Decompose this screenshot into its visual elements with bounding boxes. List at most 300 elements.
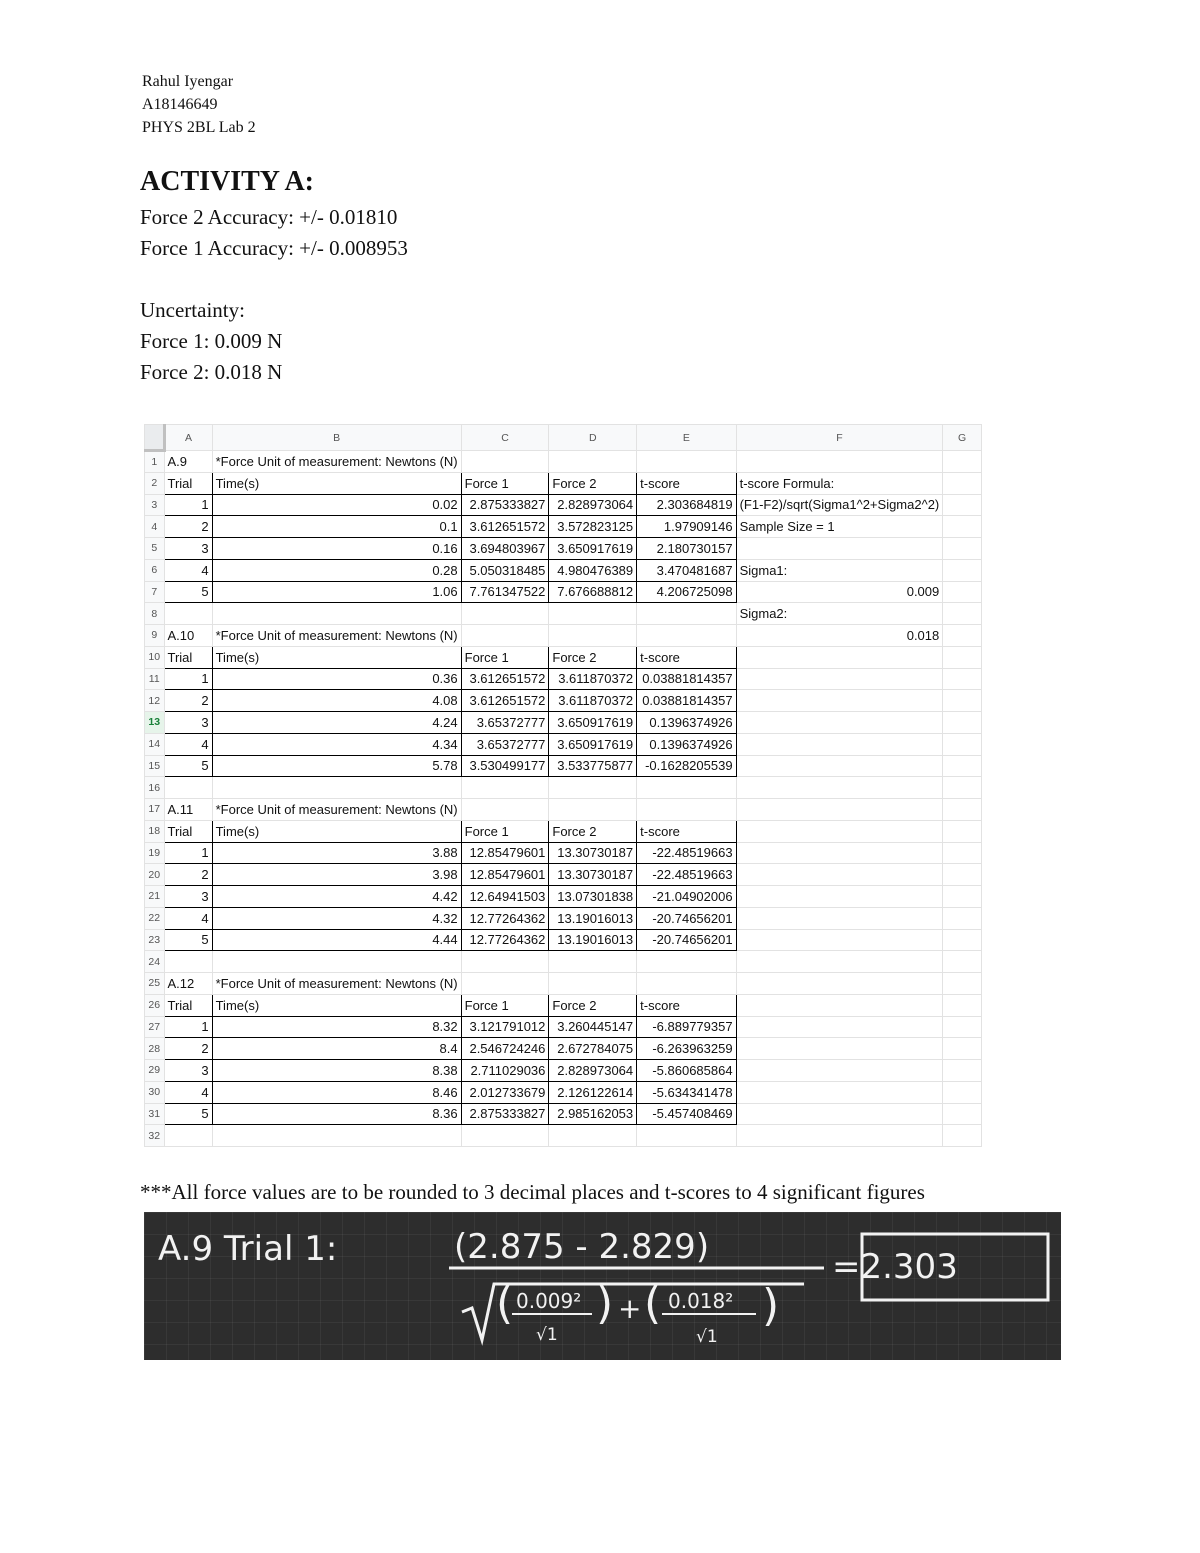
cell-f12[interactable] xyxy=(736,690,943,712)
cell-c18[interactable]: Force 1 xyxy=(461,820,549,842)
cell-g9[interactable] xyxy=(943,625,982,647)
cell-a27[interactable]: 1 xyxy=(164,1016,212,1038)
cell-f5[interactable] xyxy=(736,538,943,560)
calc-root2: √1 xyxy=(696,1327,718,1347)
cell-b4[interactable]: 0.1 xyxy=(212,516,461,538)
cell-e2[interactable]: t-score xyxy=(637,472,736,494)
cell-d30[interactable]: 2.126122614 xyxy=(549,1081,637,1103)
cell-b13[interactable]: 4.24 xyxy=(212,712,461,734)
student-id: A18146649 xyxy=(142,96,218,113)
cell-e29[interactable]: -5.860685864 xyxy=(637,1060,736,1082)
cell-d7[interactable]: 7.676688812 xyxy=(549,581,637,603)
cell-c25[interactable] xyxy=(461,973,549,995)
cell-e32[interactable] xyxy=(637,1125,736,1147)
cell-e27[interactable]: -6.889779357 xyxy=(637,1016,736,1038)
cell-f3[interactable]: (F1-F2)/sqrt(Sigma1^2+Sigma2^2) xyxy=(736,494,943,516)
column-header-c[interactable]: C xyxy=(461,425,549,451)
cell-e19[interactable]: -22.48519663 xyxy=(637,842,736,864)
table-row xyxy=(145,951,982,973)
cell-b21[interactable]: 4.42 xyxy=(212,886,461,908)
cell-g5[interactable] xyxy=(943,538,982,560)
cell-g1[interactable] xyxy=(943,451,982,473)
cell-b17[interactable]: *Force Unit of measurement: Newtons (N) xyxy=(212,799,461,821)
cell-g27[interactable] xyxy=(943,1016,982,1038)
cell-g17[interactable] xyxy=(943,799,982,821)
cell-a1[interactable]: A.9 xyxy=(164,451,212,473)
cell-a8[interactable] xyxy=(164,603,212,625)
row-header[interactable]: 29 xyxy=(145,1060,165,1082)
cell-g12[interactable] xyxy=(943,690,982,712)
cell-f19[interactable] xyxy=(736,842,943,864)
cell-c28[interactable]: 2.546724246 xyxy=(461,1038,549,1060)
cell-f22[interactable] xyxy=(736,907,943,929)
cell-c16[interactable] xyxy=(461,777,549,799)
uncertainty-label: Uncertainty: xyxy=(140,298,245,322)
cell-e1[interactable] xyxy=(637,451,736,473)
cell-a16[interactable] xyxy=(164,777,212,799)
cell-e3[interactable]: 2.303684819 xyxy=(637,494,736,516)
row-header[interactable]: 8 xyxy=(145,603,165,625)
cell-e8[interactable] xyxy=(637,603,736,625)
cell-f13[interactable] xyxy=(736,712,943,734)
cell-g24[interactable] xyxy=(943,951,982,973)
table-row xyxy=(145,712,982,734)
cell-a5[interactable]: 3 xyxy=(164,538,212,560)
table-row xyxy=(145,1038,982,1060)
cell-b19[interactable]: 3.88 xyxy=(212,842,461,864)
cell-f21[interactable] xyxy=(736,886,943,908)
cell-e12[interactable]: 0.03881814357 xyxy=(637,690,736,712)
calc-numerator: (2.875 - 2.829) xyxy=(454,1227,710,1267)
cell-b27[interactable]: 8.32 xyxy=(212,1016,461,1038)
cell-c19[interactable]: 12.85479601 xyxy=(461,842,549,864)
cell-e28[interactable]: -6.263963259 xyxy=(637,1038,736,1060)
cell-b1[interactable]: *Force Unit of measurement: Newtons (N) xyxy=(212,451,461,473)
cell-d19[interactable]: 13.30730187 xyxy=(549,842,637,864)
cell-e26[interactable]: t-score xyxy=(637,994,736,1016)
calc-result: =2.303 xyxy=(832,1247,958,1287)
cell-d32[interactable] xyxy=(549,1125,637,1147)
row-header[interactable]: 2 xyxy=(145,472,165,494)
cell-f1[interactable] xyxy=(736,451,943,473)
cell-f32[interactable] xyxy=(736,1125,943,1147)
cell-g16[interactable] xyxy=(943,777,982,799)
force1-uncertainty: Force 1: 0.009 N xyxy=(140,329,283,353)
plus-sign: + xyxy=(618,1292,642,1325)
cell-c22[interactable]: 12.77264362 xyxy=(461,907,549,929)
cell-f11[interactable] xyxy=(736,668,943,690)
cell-d11[interactable]: 3.611870372 xyxy=(549,668,637,690)
row-header[interactable]: 15 xyxy=(145,755,165,777)
cell-g13[interactable] xyxy=(943,712,982,734)
spreadsheet-grid xyxy=(144,424,982,1147)
cell-d1[interactable] xyxy=(549,451,637,473)
row-header[interactable]: 19 xyxy=(145,842,165,864)
row-header[interactable]: 26 xyxy=(145,994,165,1016)
cell-e6[interactable]: 3.470481687 xyxy=(637,559,736,581)
cell-d15[interactable]: 3.533775877 xyxy=(549,755,637,777)
cell-c30[interactable]: 2.012733679 xyxy=(461,1081,549,1103)
cell-f9[interactable]: 0.018 xyxy=(736,625,943,647)
row-header[interactable]: 23 xyxy=(145,929,165,951)
table-row xyxy=(145,907,982,929)
cell-a11[interactable]: 1 xyxy=(164,668,212,690)
cell-c7[interactable]: 7.761347522 xyxy=(461,581,549,603)
force2-accuracy: Force 2 Accuracy: +/- 0.01810 xyxy=(140,205,398,229)
paren-left-2: ( xyxy=(644,1278,662,1329)
cell-f29[interactable] xyxy=(736,1060,943,1082)
cell-d16[interactable] xyxy=(549,777,637,799)
cell-b11[interactable]: 0.36 xyxy=(212,668,461,690)
row-header[interactable]: 4 xyxy=(145,516,165,538)
cell-e15[interactable]: -0.1628205539 xyxy=(637,755,736,777)
cell-g10[interactable] xyxy=(943,646,982,668)
column-header-a[interactable]: A xyxy=(164,425,212,451)
table-row xyxy=(145,799,982,821)
cell-c21[interactable]: 12.64941503 xyxy=(461,886,549,908)
row-header[interactable]: 30 xyxy=(145,1081,165,1103)
table-row xyxy=(145,1103,982,1125)
cell-f27[interactable] xyxy=(736,1016,943,1038)
cell-f26[interactable] xyxy=(736,994,943,1016)
cell-e24[interactable] xyxy=(637,951,736,973)
calc-label: A.9 Trial 1: xyxy=(158,1229,338,1269)
cell-c20[interactable]: 12.85479601 xyxy=(461,864,549,886)
calc-term2: 0.018² xyxy=(668,1289,734,1313)
cell-d4[interactable]: 3.572823125 xyxy=(549,516,637,538)
cell-g4[interactable] xyxy=(943,516,982,538)
cell-f31[interactable] xyxy=(736,1103,943,1125)
table-row xyxy=(145,973,982,995)
cell-f17[interactable] xyxy=(736,799,943,821)
cell-b6[interactable]: 0.28 xyxy=(212,559,461,581)
row-header[interactable]: 27 xyxy=(145,1016,165,1038)
cell-d17[interactable] xyxy=(549,799,637,821)
cell-e7[interactable]: 4.206725098 xyxy=(637,581,736,603)
cell-g29[interactable] xyxy=(943,1060,982,1082)
table-row xyxy=(145,864,982,886)
cell-e11[interactable]: 0.03881814357 xyxy=(637,668,736,690)
cell-g22[interactable] xyxy=(943,907,982,929)
cell-a12[interactable]: 2 xyxy=(164,690,212,712)
cell-c29[interactable]: 2.711029036 xyxy=(461,1060,549,1082)
row-header[interactable]: 25 xyxy=(145,973,165,995)
force2-uncertainty: Force 2: 0.018 N xyxy=(140,360,283,384)
cell-d13[interactable]: 3.650917619 xyxy=(549,712,637,734)
paren-right-1: ) xyxy=(596,1278,614,1329)
cell-e9[interactable] xyxy=(637,625,736,647)
cell-b9[interactable]: *Force Unit of measurement: Newtons (N) xyxy=(212,625,461,647)
cell-c2[interactable]: Force 1 xyxy=(461,472,549,494)
cell-a20[interactable]: 2 xyxy=(164,864,212,886)
cell-d25[interactable] xyxy=(549,973,637,995)
cell-e20[interactable]: -22.48519663 xyxy=(637,864,736,886)
cell-g8[interactable] xyxy=(943,603,982,625)
cell-a22[interactable]: 4 xyxy=(164,907,212,929)
row-header[interactable]: 10 xyxy=(145,646,165,668)
cell-c5[interactable]: 3.694803967 xyxy=(461,538,549,560)
cell-a2[interactable]: Trial xyxy=(164,472,212,494)
cell-c23[interactable]: 12.77264362 xyxy=(461,929,549,951)
cell-g6[interactable] xyxy=(943,559,982,581)
cell-c10[interactable]: Force 1 xyxy=(461,646,549,668)
cell-a13[interactable]: 3 xyxy=(164,712,212,734)
cell-e14[interactable]: 0.1396374926 xyxy=(637,733,736,755)
cell-c24[interactable] xyxy=(461,951,549,973)
column-header-f[interactable]: F xyxy=(736,425,943,451)
cell-b14[interactable]: 4.34 xyxy=(212,733,461,755)
cell-b28[interactable]: 8.4 xyxy=(212,1038,461,1060)
cell-d3[interactable]: 2.828973064 xyxy=(549,494,637,516)
cell-d22[interactable]: 13.19016013 xyxy=(549,907,637,929)
cell-a23[interactable]: 5 xyxy=(164,929,212,951)
row-header[interactable]: 6 xyxy=(145,559,165,581)
cell-e4[interactable]: 1.97909146 xyxy=(637,516,736,538)
cell-b30[interactable]: 8.46 xyxy=(212,1081,461,1103)
cell-f24[interactable] xyxy=(736,951,943,973)
row-header[interactable]: 3 xyxy=(145,494,165,516)
select-all-corner[interactable] xyxy=(145,425,165,451)
column-header-row xyxy=(145,425,982,451)
cell-f20[interactable] xyxy=(736,864,943,886)
cell-a29[interactable]: 3 xyxy=(164,1060,212,1082)
row-header[interactable]: 17 xyxy=(145,799,165,821)
row-header[interactable]: 18 xyxy=(145,820,165,842)
cell-f14[interactable] xyxy=(736,733,943,755)
cell-e30[interactable]: -5.634341478 xyxy=(637,1081,736,1103)
calculation-drawing xyxy=(144,1212,1061,1360)
cell-c4[interactable]: 3.612651572 xyxy=(461,516,549,538)
cell-a32[interactable] xyxy=(164,1125,212,1147)
cell-b12[interactable]: 4.08 xyxy=(212,690,461,712)
row-header[interactable]: 9 xyxy=(145,625,165,647)
row-header[interactable]: 20 xyxy=(145,864,165,886)
cell-c31[interactable]: 2.875333827 xyxy=(461,1103,549,1125)
table-row xyxy=(145,494,982,516)
cell-c9[interactable] xyxy=(461,625,549,647)
cell-d23[interactable]: 13.19016013 xyxy=(549,929,637,951)
cell-d12[interactable]: 3.611870372 xyxy=(549,690,637,712)
cell-e21[interactable]: -21.04902006 xyxy=(637,886,736,908)
table-row xyxy=(145,994,982,1016)
cell-d24[interactable] xyxy=(549,951,637,973)
cell-c12[interactable]: 3.612651572 xyxy=(461,690,549,712)
cell-c32[interactable] xyxy=(461,1125,549,1147)
cell-a21[interactable]: 3 xyxy=(164,886,212,908)
table-row xyxy=(145,690,982,712)
cell-f7[interactable]: 0.009 xyxy=(736,581,943,603)
row-header[interactable]: 5 xyxy=(145,538,165,560)
cell-g21[interactable] xyxy=(943,886,982,908)
cell-g25[interactable] xyxy=(943,973,982,995)
cell-f4[interactable]: Sample Size = 1 xyxy=(736,516,943,538)
cell-b15[interactable]: 5.78 xyxy=(212,755,461,777)
cell-e18[interactable]: t-score xyxy=(637,820,736,842)
cell-a6[interactable]: 4 xyxy=(164,559,212,581)
row-header[interactable]: 28 xyxy=(145,1038,165,1060)
table-row xyxy=(145,1016,982,1038)
cell-b18[interactable]: Time(s) xyxy=(212,820,461,842)
cell-c8[interactable] xyxy=(461,603,549,625)
cell-d28[interactable]: 2.672784075 xyxy=(549,1038,637,1060)
cell-g3[interactable] xyxy=(943,494,982,516)
cell-c17[interactable] xyxy=(461,799,549,821)
row-header[interactable]: 31 xyxy=(145,1103,165,1125)
column-header-e[interactable]: E xyxy=(637,425,736,451)
cell-a4[interactable]: 2 xyxy=(164,516,212,538)
cell-g32[interactable] xyxy=(943,1125,982,1147)
cell-f2[interactable]: t-score Formula: xyxy=(736,472,943,494)
cell-g7[interactable] xyxy=(943,581,982,603)
row-header[interactable]: 24 xyxy=(145,951,165,973)
row-header[interactable]: 21 xyxy=(145,886,165,908)
cell-b25[interactable]: *Force Unit of measurement: Newtons (N) xyxy=(212,973,461,995)
row-header[interactable]: 16 xyxy=(145,777,165,799)
cell-d8[interactable] xyxy=(549,603,637,625)
cell-b20[interactable]: 3.98 xyxy=(212,864,461,886)
cell-d21[interactable]: 13.07301838 xyxy=(549,886,637,908)
cell-g2[interactable] xyxy=(943,472,982,494)
cell-d2[interactable]: Force 2 xyxy=(549,472,637,494)
column-header-d[interactable]: D xyxy=(549,425,637,451)
cell-d20[interactable]: 13.30730187 xyxy=(549,864,637,886)
cell-b23[interactable]: 4.44 xyxy=(212,929,461,951)
row-header[interactable]: 22 xyxy=(145,907,165,929)
calc-root1: √1 xyxy=(536,1325,558,1345)
cell-a31[interactable]: 5 xyxy=(164,1103,212,1125)
cell-b26[interactable]: Time(s) xyxy=(212,994,461,1016)
row-header[interactable]: 13 xyxy=(145,712,165,734)
cell-c14[interactable]: 3.65372777 xyxy=(461,733,549,755)
cell-f10[interactable] xyxy=(736,646,943,668)
cell-g28[interactable] xyxy=(943,1038,982,1060)
cell-a10[interactable]: Trial xyxy=(164,646,212,668)
cell-c6[interactable]: 5.050318485 xyxy=(461,559,549,581)
cell-e22[interactable]: -20.74656201 xyxy=(637,907,736,929)
cell-b3[interactable]: 0.02 xyxy=(212,494,461,516)
row-header[interactable]: 11 xyxy=(145,668,165,690)
cell-a3[interactable]: 1 xyxy=(164,494,212,516)
cell-c15[interactable]: 3.530499177 xyxy=(461,755,549,777)
cell-a25[interactable]: A.12 xyxy=(164,973,212,995)
cell-f18[interactable] xyxy=(736,820,943,842)
table-row xyxy=(145,559,982,581)
cell-f16[interactable] xyxy=(736,777,943,799)
cell-d29[interactable]: 2.828973064 xyxy=(549,1060,637,1082)
cell-g20[interactable] xyxy=(943,864,982,886)
cell-g14[interactable] xyxy=(943,733,982,755)
cell-a28[interactable]: 2 xyxy=(164,1038,212,1060)
cell-b10[interactable]: Time(s) xyxy=(212,646,461,668)
cell-d5[interactable]: 3.650917619 xyxy=(549,538,637,560)
cell-e10[interactable]: t-score xyxy=(637,646,736,668)
cell-g30[interactable] xyxy=(943,1081,982,1103)
cell-f8[interactable]: Sigma2: xyxy=(736,603,943,625)
table-row xyxy=(145,1125,982,1147)
cell-b2[interactable]: Time(s) xyxy=(212,472,461,494)
cell-g19[interactable] xyxy=(943,842,982,864)
row-header[interactable]: 7 xyxy=(145,581,165,603)
cell-b7[interactable]: 1.06 xyxy=(212,581,461,603)
cell-c13[interactable]: 3.65372777 xyxy=(461,712,549,734)
cell-b5[interactable]: 0.16 xyxy=(212,538,461,560)
cell-d31[interactable]: 2.985162053 xyxy=(549,1103,637,1125)
cell-c1[interactable] xyxy=(461,451,549,473)
cell-g11[interactable] xyxy=(943,668,982,690)
cell-e25[interactable] xyxy=(637,973,736,995)
cell-f15[interactable] xyxy=(736,755,943,777)
cell-d10[interactable]: Force 2 xyxy=(549,646,637,668)
activity-title: ACTIVITY A: xyxy=(140,166,314,197)
cell-e5[interactable]: 2.180730157 xyxy=(637,538,736,560)
cell-g15[interactable] xyxy=(943,755,982,777)
row-header[interactable]: 1 xyxy=(145,451,165,473)
cell-a30[interactable]: 4 xyxy=(164,1081,212,1103)
spreadsheet xyxy=(144,424,982,1170)
cell-a19[interactable]: 1 xyxy=(164,842,212,864)
cell-g26[interactable] xyxy=(943,994,982,1016)
cell-b31[interactable]: 8.36 xyxy=(212,1103,461,1125)
table-row xyxy=(145,929,982,951)
cell-b29[interactable]: 8.38 xyxy=(212,1060,461,1082)
cell-b24[interactable] xyxy=(212,951,461,973)
row-header[interactable]: 32 xyxy=(145,1125,165,1147)
cell-b32[interactable] xyxy=(212,1125,461,1147)
cell-c27[interactable]: 3.121791012 xyxy=(461,1016,549,1038)
cell-d14[interactable]: 3.650917619 xyxy=(549,733,637,755)
table-row xyxy=(145,886,982,908)
cell-b8[interactable] xyxy=(212,603,461,625)
row-header[interactable]: 12 xyxy=(145,690,165,712)
cell-b22[interactable]: 4.32 xyxy=(212,907,461,929)
cell-d6[interactable]: 4.980476389 xyxy=(549,559,637,581)
cell-d27[interactable]: 3.260445147 xyxy=(549,1016,637,1038)
cell-a18[interactable]: Trial xyxy=(164,820,212,842)
cell-e13[interactable]: 0.1396374926 xyxy=(637,712,736,734)
cell-a26[interactable]: Trial xyxy=(164,994,212,1016)
cell-d26[interactable]: Force 2 xyxy=(549,994,637,1016)
cell-c26[interactable]: Force 1 xyxy=(461,994,549,1016)
cell-a24[interactable] xyxy=(164,951,212,973)
cell-c11[interactable]: 3.612651572 xyxy=(461,668,549,690)
cell-f28[interactable] xyxy=(736,1038,943,1060)
cell-e16[interactable] xyxy=(637,777,736,799)
paren-right-2: ) xyxy=(762,1280,780,1331)
cell-f6[interactable]: Sigma1: xyxy=(736,559,943,581)
cell-f23[interactable] xyxy=(736,929,943,951)
cell-e23[interactable]: -20.74656201 xyxy=(637,929,736,951)
cell-a14[interactable]: 4 xyxy=(164,733,212,755)
cell-c3[interactable]: 2.875333827 xyxy=(461,494,549,516)
cell-d18[interactable]: Force 2 xyxy=(549,820,637,842)
cell-a15[interactable]: 5 xyxy=(164,755,212,777)
cell-f25[interactable] xyxy=(736,973,943,995)
cell-e17[interactable] xyxy=(637,799,736,821)
cell-a7[interactable]: 5 xyxy=(164,581,212,603)
cell-g31[interactable] xyxy=(943,1103,982,1125)
cell-f30[interactable] xyxy=(736,1081,943,1103)
cell-e31[interactable]: -5.457408469 xyxy=(637,1103,736,1125)
column-header-g[interactable]: G xyxy=(943,425,982,451)
cell-g18[interactable] xyxy=(943,820,982,842)
cell-b16[interactable] xyxy=(212,777,461,799)
row-header[interactable]: 14 xyxy=(145,733,165,755)
column-header-b[interactable]: B xyxy=(212,425,461,451)
cell-d9[interactable] xyxy=(549,625,637,647)
cell-a17[interactable]: A.11 xyxy=(164,799,212,821)
cell-g23[interactable] xyxy=(943,929,982,951)
cell-a9[interactable]: A.10 xyxy=(164,625,212,647)
